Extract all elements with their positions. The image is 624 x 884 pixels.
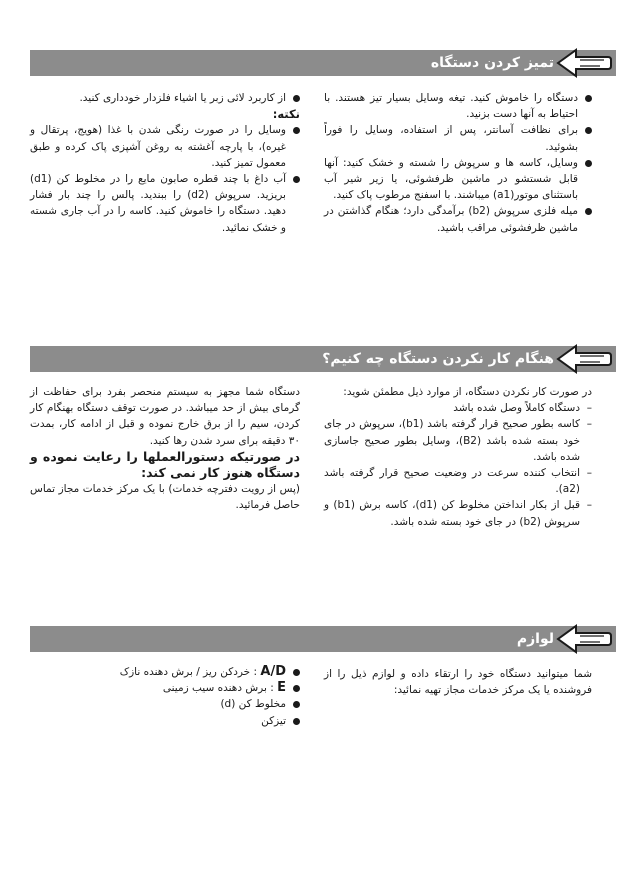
overheat-paragraph: دستگاه شما مجهز به سیستم منحصر بفرد برای حفاظت از گرمای بیش از حد میباشد. در صورت توقف دستگاه بهنگام کار کردن، سیم را از برق خارج نموده و قبل از ادامه کار، بمدت ۳۰ دقیقه برای سرد شدن رها کنید. — [30, 386, 300, 447]
bullet-icon — [585, 208, 592, 215]
section-header-accessories — [30, 626, 616, 652]
bullet-icon — [293, 176, 300, 183]
list-item: تیزکن — [30, 713, 300, 729]
cleaning-left-column — [30, 90, 300, 236]
dash-icon: – — [586, 402, 592, 415]
accessory-code: A/D — [260, 664, 286, 679]
list-item: – کاسه بطور صحیح قرار گرفته باشد (b1)، سرپوش در جای خود بسته شده باشد (B2)، وسایل بطور صحیح جاسازی شده باشد. — [324, 418, 592, 463]
bullet-icon — [585, 160, 592, 167]
bullet-icon — [585, 127, 592, 134]
section-header-cleaning — [30, 50, 616, 76]
dash-icon: – — [586, 467, 592, 480]
list-item: – انتخاب کننده سرعت در وضعیت صحیح قرار گرفته باشد (a2). — [324, 467, 592, 496]
list-item: از کاربرد لائی زبر یا اشیاء فلزدار خودداری کنید. — [30, 90, 300, 106]
hand-arrow-icon — [556, 46, 612, 80]
list-item: E : برش دهنده سیب زمینی — [30, 680, 300, 696]
list-item: برای نظافت آسانتر، پس از استفاده، وسایل را فوراً بشوئید. — [324, 122, 592, 154]
dash-icon: – — [586, 418, 592, 431]
bullet-icon — [293, 718, 300, 725]
notworking-left-column — [30, 384, 300, 513]
notworking-right-column — [324, 384, 592, 530]
section-title-accessories: لوازم — [516, 631, 554, 647]
accessories-intro: شما میتوانید دستگاه خود را ارتقاء داده و لوازم ذیل را از فروشنده یا یک مرکز خدمات مجاز تهیه نمائید: — [324, 668, 592, 697]
bullet-icon — [293, 127, 300, 134]
list-item: – دستگاه کاملاً وصل شده باشد — [324, 400, 592, 416]
note-label: نکته: — [272, 107, 300, 122]
cleaning-right-column — [324, 90, 592, 236]
section-title-cleaning: تمیز کردن دستگاه — [430, 55, 554, 71]
accessories-left-column — [30, 664, 300, 729]
bullet-icon — [293, 685, 300, 692]
section-header-notworking — [30, 346, 616, 372]
dash-icon: – — [586, 499, 592, 512]
bullet-icon — [585, 95, 592, 102]
hand-arrow-icon — [556, 342, 612, 376]
bullet-icon — [293, 701, 300, 708]
list-item: مخلوط کن (d) — [30, 696, 300, 712]
bullet-icon — [293, 669, 300, 676]
accessories-right-column — [324, 666, 592, 698]
section-title-notworking: هنگام کار نکردن دستگاه چه کنیم؟ — [322, 351, 554, 367]
service-contact-text: (پس از رویت دفترچه خدمات) با یک مرکز خدمات مجاز تماس حاصل فرمائید. — [30, 482, 300, 512]
list-item: وسایل را در صورت رنگی شدن با غذا (هویج، پرتقال و غیره)، با پارچه آغشته به روغن آشپزی پاک کرده و طبق معمول تمیز کنید. — [30, 122, 300, 171]
list-item: میله فلزی سرپوش (b2) برآمدگی دارد؛ هنگام گذاشتن در ماشین ظرفشوئی مراقب باشید. — [324, 203, 592, 235]
notworking-intro: در صورت کار نکردن دستگاه، از موارد ذیل مطمئن شوید: — [343, 386, 592, 398]
list-item: – قبل از بکار انداختن مخلوط کن (d1)، کاسه برش (b1) و سرپوش (b2) در جای خود بسته شده باشد. — [324, 499, 592, 528]
list-item: وسایل، کاسه ها و سرپوش را شسته و خشک کنید: آنها قابل شستشو در ماشین ظرفشوئی، یا زیر شیر آب باستثنای موتور(a1) میباشند. با اسفنج مرطوب پاک کنید. — [324, 155, 592, 204]
bullet-icon — [293, 95, 300, 102]
list-item: A/D : خردکن ریز / برش دهنده نازک — [30, 664, 300, 680]
still-not-working-heading: در صورتیکه دستورالعملها را رعایت نموده و دستگاه هنوز کار نمی کند: — [30, 448, 300, 480]
accessory-code: E — [277, 680, 286, 696]
hand-arrow-icon — [556, 622, 612, 656]
list-item: دستگاه را خاموش کنید. تیغه وسایل بسیار تیز هستند. با احتیاط به آنها دست بزنید. — [324, 90, 592, 122]
list-item: آب داغ با چند قطره صابون مایع را در مخلوط کن (d1) بریزید. سرپوش (d2) را ببندید. پالس را چند بار فشار دهید. دستگاه را خاموش کنید. کاسه را در آب جاری شسته و خشک نمائید. — [30, 171, 300, 236]
